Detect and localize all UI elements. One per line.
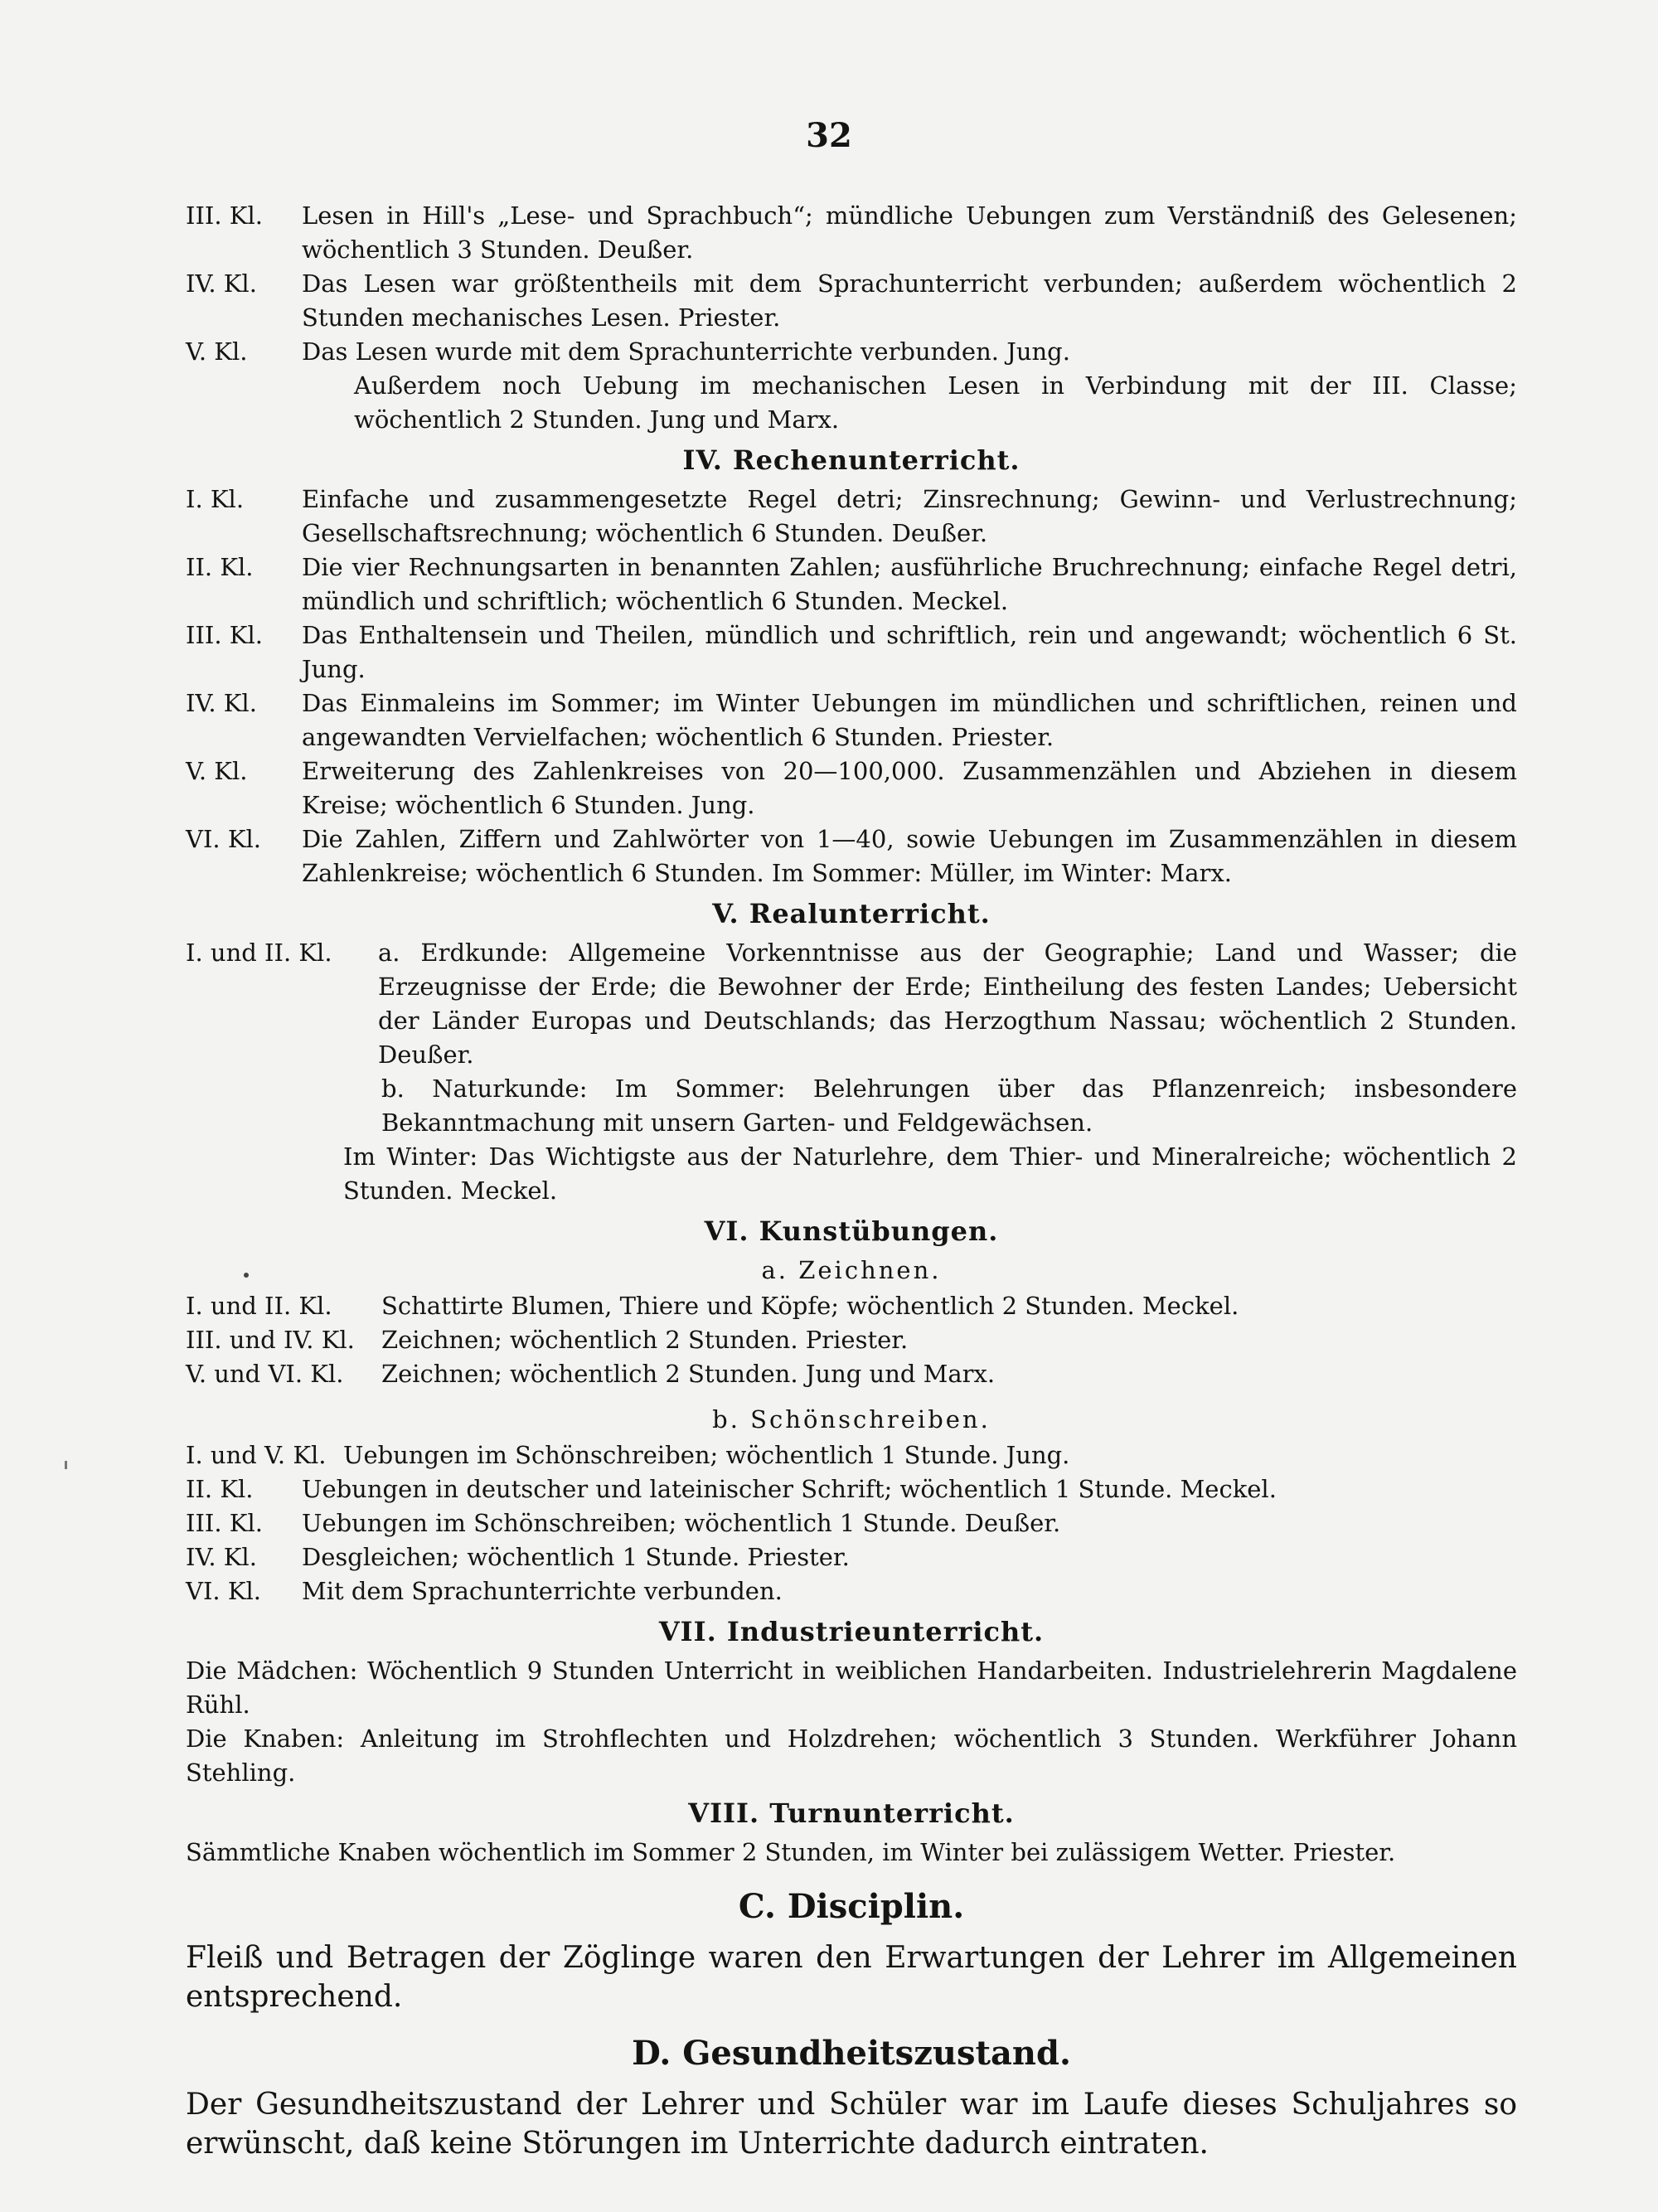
class-label: III. Kl. [186,621,263,649]
rechnen-entry [186,686,1517,754]
class-label: IV. Kl. [186,1543,257,1571]
section-heading-kunst: VI. Kunstübungen. [704,1215,999,1247]
schoenschreiben-entry [186,1540,1517,1574]
section-heading-turnen: VIII. Turnunterricht. [688,1797,1015,1829]
entry-text: Die Zahlen, Ziffern und Zahlwörter von 1—40, sowie Uebungen im Zusammenzählen in diesem Zahlenkreise; wöchentlich 6 Stunden. Im Sommer: Müller, im Winter: Marx. [302,825,1517,887]
entry-text: Lesen in Hill's „Lese- und Sprachbuch“; mündliche Uebungen zum Verständniß des Gelesenen; wöchentlich 3 Stunden. Deußer. [302,201,1517,264]
erdkunde-text: a. Erdkunde: Allgemeine Vorkenntnisse aus der Geographie; Land und Wasser; die Erzeugnisse der Erde; die Bewohner der Erde; Eintheilung des festen Landes; Uebersicht der Länder Europas und Deutschlands; das Herzogthum Nassau; wöchentlich 2 Stunden. Deußer. [378,939,1517,1069]
real-entry [186,936,1517,1072]
schoenschreiben-entry [186,1472,1517,1506]
section-heading-rechnen: IV. Rechenunterricht. [682,444,1020,476]
section-heading-disciplin: C. Disciplin. [738,1887,965,1926]
entry-text: Das Einmaleins im Sommer; im Winter Uebungen im mündlichen und schriftlichen, reinen und angewandten Vervielfachen; wöchentlich 6 Stunden. Priester. [302,689,1517,751]
entry-text: Das Lesen wurde mit dem Sprachunterrichte verbunden. Jung. [302,337,1070,366]
zeichnen-entry [186,1357,1517,1391]
entry-text: Das Enthaltensein und Theilen, mündlich und schriftlich, rein und angewandt; wöchentlich 6 St. Jung. [302,621,1517,683]
section-heading-gesundheit: D. Gesundheitszustand. [632,2034,1071,2073]
entry-text: Erweiterung des Zahlenkreises von 20—100,000. Zusammenzählen und Abziehen in diesem Kreise; wöchentlich 6 Stunden. Jung. [302,757,1517,819]
rechnen-entry [186,483,1517,551]
class-label: I. und II. Kl. [186,939,332,967]
class-label: VI. Kl. [186,825,261,853]
subheading-zeichnen: a. Zeichnen. [761,1256,942,1284]
entry-text: Die vier Rechnungsarten in benannten Zahlen; ausführliche Bruchrechnung; einfache Regel detri, mündlich und schriftlich; wöchentlich 6 Stunden. Meckel. [302,553,1517,615]
class-label: V. Kl. [186,757,248,785]
ink-dot [244,1273,249,1278]
entry-text: Mit dem Sprachunterrichte verbunden. [302,1577,783,1605]
entry-text: Einfache und zusammengesetzte Regel detri; Zinsrechnung; Gewinn- und Verlustrechnung; Gesellschaftsrechnung; wöchentlich 6 Stunden. Deußer. [302,485,1517,547]
zeichnen-entry [186,1323,1517,1357]
entry-text: Desgleichen; wöchentlich 1 Stunde. Priester. [302,1543,850,1571]
zeichnen-entry [186,1289,1517,1323]
entry-text: Das Lesen war größtentheils mit dem Sprachunterricht verbunden; außerdem wöchentlich 2 Stunden mechanisches Lesen. Priester. [302,269,1517,332]
schoenschreiben-entry [186,1574,1517,1608]
class-label: II. Kl. [186,553,254,581]
entry-text: Uebungen im Schönschreiben; wöchentlich 1 Stunde. Deußer. [302,1509,1061,1537]
class-label: IV. Kl. [186,269,257,298]
naturkunde-winter-text: Im Winter: Das Wichtigste aus der Naturlehre, dem Thier- und Mineralreiche; wöchentlich 2 Stunden. Meckel. [343,1142,1517,1205]
schoenschreiben-entry [186,1438,1517,1472]
section-heading-industrie: VII. Industrieunterricht. [658,1616,1045,1647]
entry-text: Zeichnen; wöchentlich 2 Stunden. Priester. [381,1326,909,1354]
page-number: 32 [806,116,852,155]
naturkunde-text: b. Naturkunde: Im Sommer: Belehrungen über das Pflanzenreich; insbesondere Bekanntmachung mit unsern Garten- und Feldgewächsen. [381,1074,1517,1137]
entry-text: Uebungen in deutscher und lateinischer Schrift; wöchentlich 1 Stunde. Meckel. [302,1475,1277,1503]
rechnen-entry [186,754,1517,822]
section-heading-real: V. Realunterricht. [712,898,991,929]
turnen-text: Sämmtliche Knaben wöchentlich im Sommer 2 Stunden, im Winter bei zulässigem Wetter. Priester. [186,1838,1396,1866]
class-label: IV. Kl. [186,689,257,717]
class-label: II. Kl. [186,1475,254,1503]
class-label: III. Kl. [186,1509,263,1537]
lesen-entry [186,199,1517,267]
class-label: III. Kl. [186,201,263,230]
class-label: I. Kl. [186,485,245,513]
class-label: I. und II. Kl. [186,1292,332,1320]
class-label: III. und IV. Kl. [186,1326,355,1354]
class-label: I. und V. Kl. [186,1441,327,1469]
entry-text: Zeichnen; wöchentlich 2 Stunden. Jung und Marx. [381,1360,996,1388]
entry-text: Uebungen im Schönschreiben; wöchentlich 1 Stunde. Jung. [343,1441,1070,1469]
entry-text: Schattirte Blumen, Thiere und Köpfe; wöchentlich 2 Stunden. Meckel. [381,1292,1239,1320]
scan-mark [65,1461,67,1469]
subheading-schoenschreiben: b. Schönschreiben. [712,1405,991,1433]
disciplin-text: Fleiß und Betragen der Zöglinge waren den Erwartungen der Lehrer im Allgemeinen entsprechend. [186,1941,1517,2014]
class-label: VI. Kl. [186,1577,261,1605]
rechnen-entry [186,551,1517,618]
gesundheit-text: Der Gesundheitszustand der Lehrer und Schüler war im Laufe dieses Schuljahres so erwünscht, daß keine Störungen im Unterrichte dadurch eintraten. [186,2088,1517,2161]
lesen-entry [186,267,1517,335]
rechnen-entry [186,822,1517,890]
industrie-line-knaben: Die Knaben: Anleitung im Strohflechten und Holzdrehen; wöchentlich 3 Stunden. Werkführer Johann Stehling. [186,1724,1517,1787]
lesen-extra: Außerdem noch Uebung im mechanischen Lesen in Verbindung mit der III. Classe; wöchentlich 2 Stunden. Jung und Marx. [354,371,1517,434]
rechnen-entry [186,618,1517,686]
class-label: V. und VI. Kl. [186,1360,344,1388]
lesen-entry [186,335,1517,369]
industrie-line-maedchen: Die Mädchen: Wöchentlich 9 Stunden Unterricht in weiblichen Handarbeiten. Industrielehrerin Magdalene Rühl. [186,1657,1517,1719]
page-content [186,199,1517,2163]
class-label: V. Kl. [186,337,248,366]
schoenschreiben-entry [186,1506,1517,1540]
